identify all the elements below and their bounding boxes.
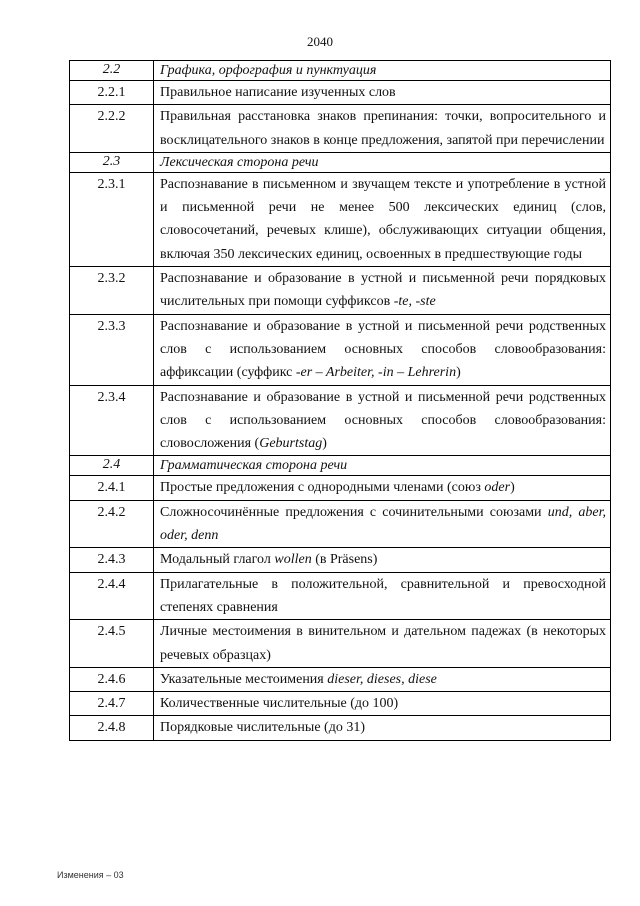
item-number: 2.2 — [70, 61, 154, 81]
page-number: 2040 — [307, 34, 333, 49]
item-text-main: Графика, орфография и пунктуация — [160, 63, 377, 78]
section-title — [154, 456, 611, 476]
table-row — [70, 81, 611, 105]
section-row — [70, 456, 611, 476]
item-text-main: Грамматическая сторона речи — [160, 458, 348, 474]
item-number: 2.4.4 — [70, 572, 154, 620]
item-text — [154, 716, 611, 740]
item-text-italic: wollen — [274, 552, 312, 568]
table-row — [70, 385, 611, 456]
item-number: 2.2.2 — [70, 105, 154, 153]
footer-revision-note: Изменения – 03 — [57, 870, 124, 880]
item-text — [154, 172, 611, 266]
item-number: 2.4.7 — [70, 692, 154, 716]
item-text — [154, 314, 611, 385]
item-text — [154, 385, 611, 456]
section-row — [70, 152, 611, 172]
item-number: 2.4.8 — [70, 716, 154, 740]
item-text-main: Личные местоимения в винительном и дательном падежах (в некоторых речевых образцах) — [160, 624, 606, 663]
item-number: 2.4 — [70, 456, 154, 476]
table-row — [70, 716, 611, 740]
table-row — [70, 692, 611, 716]
item-text-main: Распознавание и образование в устной и письменной речи порядковых числительных при помощи суффиксов — [160, 271, 606, 310]
table-row — [70, 572, 611, 620]
item-text-main: Модальный глагол — [160, 552, 275, 568]
table-row — [70, 476, 611, 500]
item-text-main: Количественные числительные (до 100) — [160, 696, 399, 712]
item-text — [154, 267, 611, 315]
item-number: 2.2.1 — [70, 81, 154, 105]
table-row — [70, 548, 611, 572]
item-text-main: Распознавание и образование в устной и письменной речи родственных слов с использованием основных способов словообразования: аффиксации (суффикс — [160, 318, 606, 381]
item-text — [154, 692, 611, 716]
item-number: 2.3.2 — [70, 267, 154, 315]
item-text — [154, 667, 611, 691]
table-row — [70, 314, 611, 385]
section-title — [154, 152, 611, 172]
item-text — [154, 500, 611, 548]
table-row — [70, 172, 611, 266]
item-text-italic: und, aber, oder, denn — [160, 504, 606, 544]
item-text-main: Лексическая сторона речи — [160, 154, 319, 170]
section-title — [154, 61, 611, 81]
item-text-main: Сложносочинённые предложения с сочинительными союзами — [160, 504, 548, 520]
item-text-tail: ) — [456, 365, 461, 381]
table-row — [70, 667, 611, 691]
item-text-main: Указательные местоимения — [160, 671, 328, 687]
item-text — [154, 548, 611, 572]
item-text-italic: -te, -ste — [393, 294, 436, 310]
item-text — [154, 81, 611, 105]
item-text-italic: Geburtstag — [259, 436, 323, 452]
item-number: 2.4.2 — [70, 500, 154, 548]
item-text-italic: dieser, dieses, diese — [327, 671, 437, 687]
item-text-tail: ) — [510, 480, 515, 496]
item-number: 2.4.5 — [70, 620, 154, 668]
item-text-italic: -er – Arbeiter, -in – Lehrerin — [295, 365, 457, 381]
section-row — [70, 61, 611, 81]
item-text-main: Прилагательные в положительной, сравнительной и превосходной степенях сравнения — [160, 576, 606, 615]
item-number: 2.4.6 — [70, 667, 154, 691]
table-row — [70, 500, 611, 548]
curriculum-table — [69, 60, 611, 741]
item-text-main: Распознавание в письменном и звучащем тексте и употребление в устной и письменной речи не менее 500 лексических единиц (слов, словосочетаний, речевых клише), обслуживающих ситуации общения, включая 350 лексических единиц, освоенных в предшествующие годы — [160, 176, 606, 262]
item-number: 2.3.3 — [70, 314, 154, 385]
item-text-main: Порядковые числительные (до 31) — [160, 720, 365, 736]
table-row — [70, 105, 611, 153]
item-number: 2.4.1 — [70, 476, 154, 500]
item-text-italic: oder — [484, 480, 511, 496]
item-text-main: Простые предложения с однородными членами (союз — [160, 480, 485, 496]
item-text-main: Распознавание и образование в устной и письменной речи родственных слов с использованием основных способов словообразования: словосложения ( — [160, 389, 606, 452]
item-text-main: Правильная расстановка знаков препинания: точки, вопросительного и восклицательного знаков в конце предложения, запятой при перечислении — [160, 109, 606, 148]
table-row — [70, 620, 611, 668]
item-text — [154, 105, 611, 153]
item-text-tail: ) — [322, 436, 327, 452]
item-number: 2.3 — [70, 152, 154, 172]
item-number: 2.3.4 — [70, 385, 154, 456]
item-number: 2.4.3 — [70, 548, 154, 572]
item-text — [154, 476, 611, 500]
item-number: 2.3.1 — [70, 172, 154, 266]
item-text-tail: (в Präsens) — [311, 552, 378, 568]
table-row — [70, 267, 611, 315]
item-text — [154, 620, 611, 668]
item-text-main: Правильное написание изученных слов — [160, 85, 396, 100]
item-text — [154, 572, 611, 620]
